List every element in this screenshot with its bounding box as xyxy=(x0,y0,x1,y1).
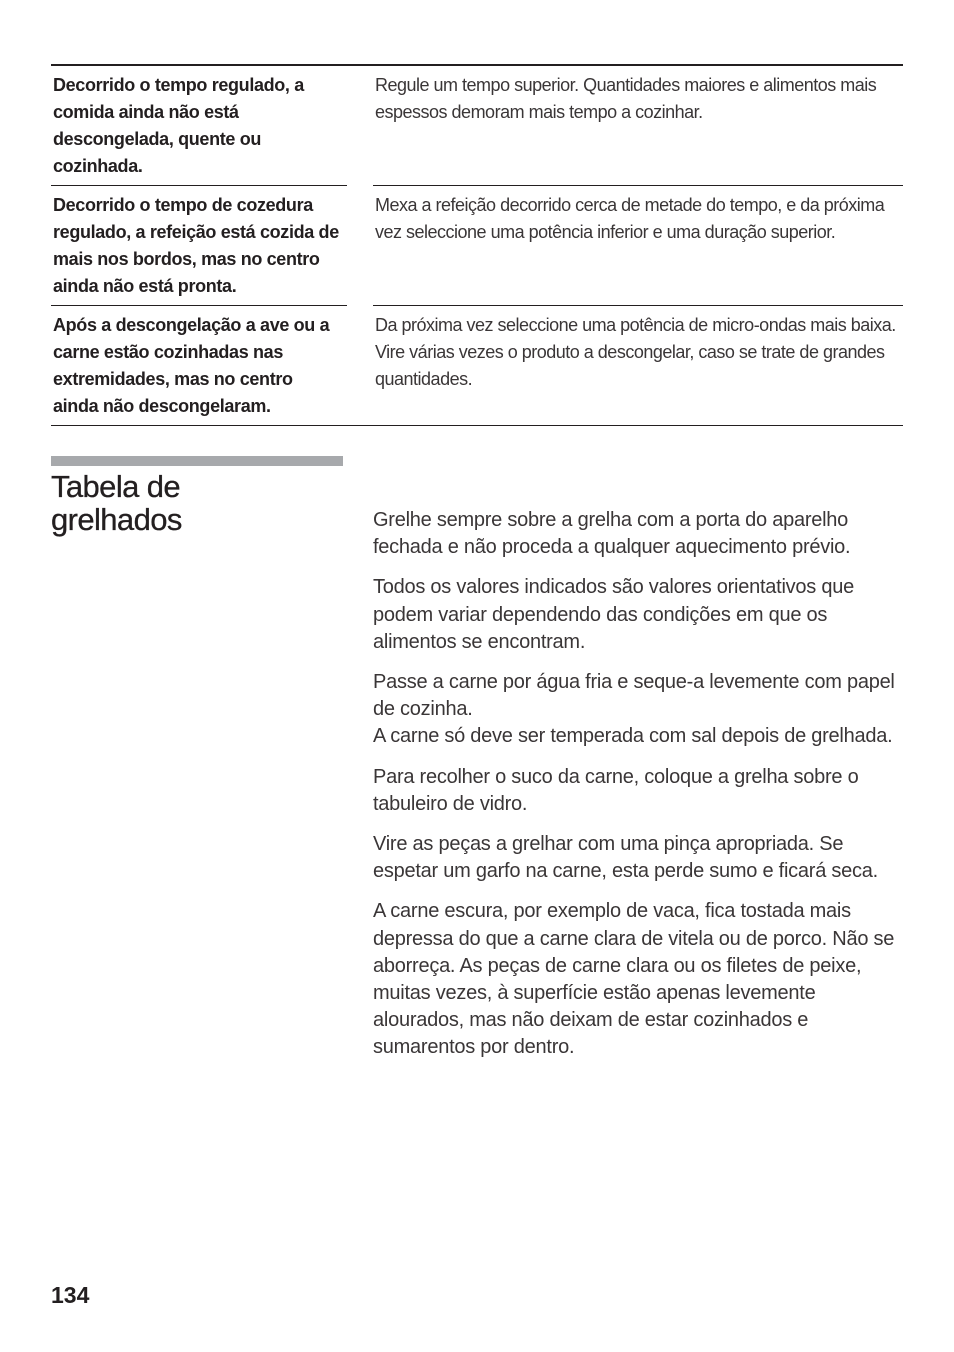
problem-cell: Decorrido o tempo de cozedura regulado, a refeição está cozida de mais nos bordos, mas no centro ainda não está pronta. xyxy=(53,195,339,296)
paragraph xyxy=(373,831,905,885)
paragraph xyxy=(373,669,905,751)
paragraph-text: A carne só deve ser temperada com sal depois de grelhada. xyxy=(373,725,893,748)
paragraph-text: Grelhe sempre sobre a grelha com a porta do aparelho fechada e não proceda a qualquer aquecimento prévio. xyxy=(373,509,851,559)
paragraph-text: Passe a carne por água fria e seque-a levemente com papel de cozinha. xyxy=(373,671,895,721)
section-title xyxy=(51,470,343,536)
paragraph-text: Vire as peças a grelhar com uma pinça apropriada. Se espetar um garfo na carne, esta perde sumo e ficará seca. xyxy=(373,833,878,883)
paragraph xyxy=(373,507,905,561)
paragraph xyxy=(373,764,905,818)
paragraph-text: A carne escura, por exemplo de vaca, fica tostada mais depressa do que a carne clara de vitela ou de porco. Não se aborreça. As peças de carne clara ou os filetes de peixe, muitas vezes, à superfície estão apenas levemente alourados, mas não deixam de estar cozinhados e sumarentos por dentro. xyxy=(373,900,895,1059)
section-title-line: Tabela de xyxy=(51,469,181,504)
table-row xyxy=(51,66,903,186)
section-heading-bar xyxy=(51,456,343,466)
table-row xyxy=(51,306,903,426)
remedy-cell: Da próxima vez seleccione uma potência de micro-ondas mais baixa. Vire várias vezes o produto a descongelar, caso se trate de grandes quantidades. xyxy=(375,315,896,389)
troubleshooting-table xyxy=(51,64,903,426)
problem-cell: Decorrido o tempo regulado, a comida ainda não está descongelada, quente ou cozinhada. xyxy=(53,75,304,176)
paragraph xyxy=(373,898,905,1061)
table-row xyxy=(51,186,903,306)
paragraph xyxy=(373,574,905,656)
remedy-cell: Mexa a refeição decorrido cerca de metade do tempo, e da próxima vez seleccione uma potência inferior e uma duração superior. xyxy=(375,195,885,242)
problem-cell: Após a descongelação a ave ou a carne estão cozinhadas nas extremidades, mas no centro ainda não descongelaram. xyxy=(53,315,330,416)
page-number: 134 xyxy=(51,1282,90,1308)
paragraph-text: Todos os valores indicados são valores orientativos que podem variar dependendo das condições em que os alimentos se encontram. xyxy=(373,576,854,653)
paragraph-text: Para recolher o suco da carne, coloque a grelha sobre o tabuleiro de vidro. xyxy=(373,765,859,815)
section-body xyxy=(373,507,905,1075)
table-bottom-rule xyxy=(51,425,903,426)
remedy-cell: Regule um tempo superior. Quantidades maiores e alimentos mais espessos demoram mais tempo a cozinhar. xyxy=(375,75,877,122)
section-title-line: grelhados xyxy=(51,502,182,537)
